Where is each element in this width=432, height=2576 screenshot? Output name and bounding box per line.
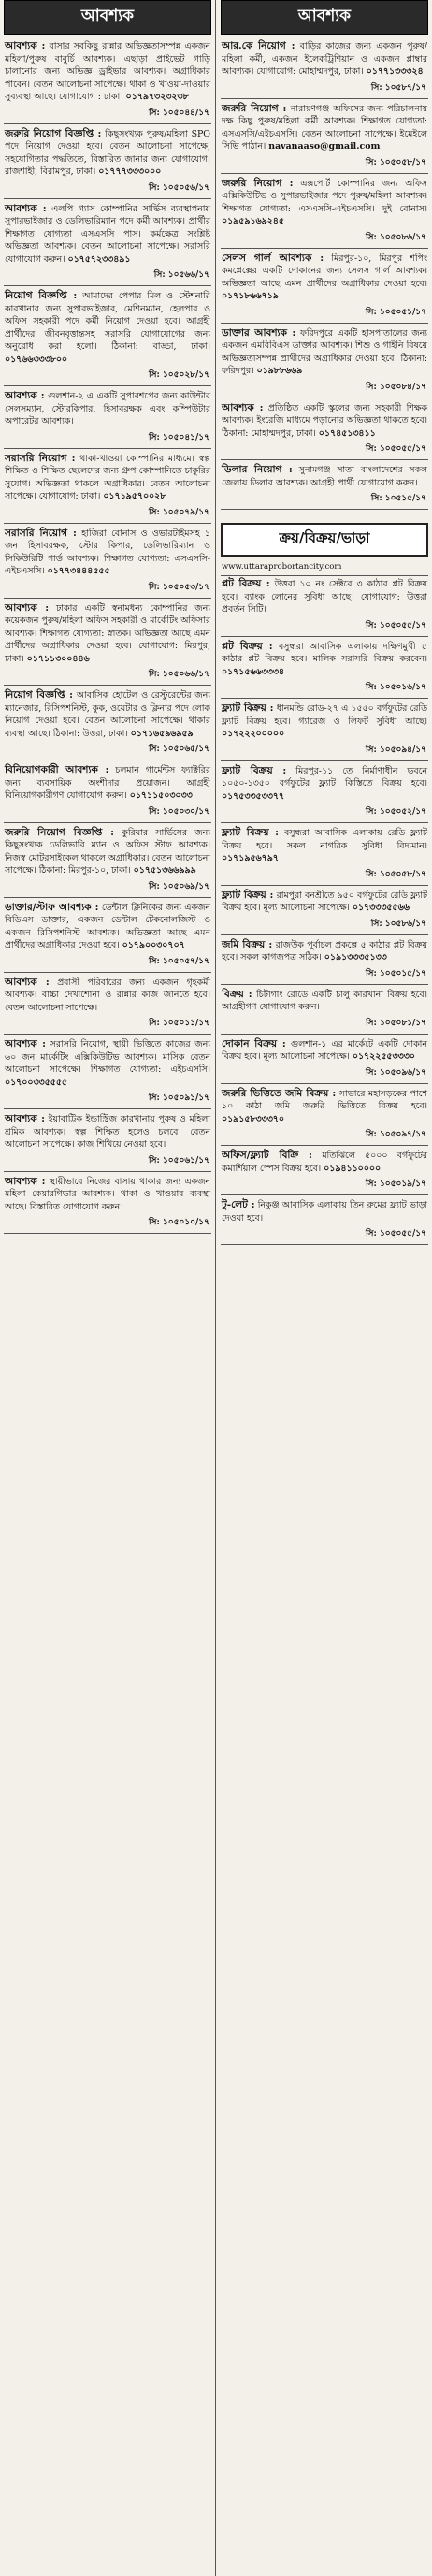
ad-body	[221, 1086, 428, 1127]
ad-body	[4, 1111, 211, 1152]
ad-heading: আবশ্যক :	[5, 976, 50, 988]
classified-ad	[4, 388, 211, 449]
ad-code: সি: ১০৫০৮১/১৭	[221, 1015, 428, 1035]
classified-ad	[221, 326, 428, 398]
ad-text: নারায়ণগঞ্জ অফিসের জন্য পরিচালনায় দক্ষ কিছু পুরুষ/মহিলা কর্মী আবশ্যক। শিক্ষাগত যোগ্যতা: এসএসসি/এইচএসসি। বেতন আলোচনা সাপেক্ষে। ইমেইলে সিভি পাঠান।	[222, 103, 427, 152]
ad-heading: নিয়োগ বিজ্ঞপ্তি :	[5, 689, 73, 701]
ad-code: সি: ১০৫০৪১/১৭	[4, 429, 211, 449]
ad-body	[4, 687, 211, 741]
classified-ad	[221, 888, 428, 935]
ad-code: সি: ১০৫০৯৬/১৭	[221, 1064, 428, 1084]
ad-phone[interactable]: ০১৭৫৭২৩৩৪৯১	[67, 253, 131, 265]
classified-ad	[221, 176, 428, 249]
classified-ad	[4, 526, 211, 599]
ad-body	[221, 825, 428, 866]
ad-body	[221, 1197, 428, 1225]
ad-heading: জরুরি নিয়োগ বিজ্ঞপ্তি :	[5, 127, 102, 139]
ad-phone[interactable]: ০১৭৯৭৩২৩২৩৮	[125, 92, 189, 102]
ad-body	[4, 201, 211, 268]
ad-heading: প্লট বিক্রয় :	[222, 640, 273, 652]
classified-ad	[221, 462, 428, 510]
ad-text: রামপুরা বনশ্রীতে ৯৫০ বর্গফুটের রেডি ফ্ল্যাট বিক্রয় হবে। মূল্য আলোচনা সাপেক্ষে।	[222, 890, 427, 913]
ad-body	[4, 825, 211, 878]
website-link[interactable]: www.uttaraprobortancity.com	[221, 560, 428, 576]
ad-heading: জরুরি নিয়োগ বিজ্ঞপ্তি :	[5, 826, 115, 838]
ad-body	[221, 1148, 428, 1176]
classified-ad	[221, 639, 428, 700]
ad-body	[221, 176, 428, 229]
ad-phone[interactable]: ০১৭১১৫০৩০৩৩	[129, 790, 193, 801]
ad-heading: জরুরি ভিত্তিতে জমি বিক্রয় :	[222, 1087, 337, 1099]
ad-text: নিকুঞ্জ আবাসিক এলাকায় তিন রুমের ফ্ল্যাট ভাড়া দেওয়া হবে।	[222, 1200, 427, 1223]
ad-code: সি: ১০৫০৫৮/১৭	[221, 154, 428, 174]
ad-code: সি: ১০৫০৬৬/১৭	[4, 666, 211, 686]
ad-body	[221, 987, 428, 1015]
classified-ad	[221, 576, 428, 637]
ad-body	[4, 900, 211, 953]
ad-body	[4, 288, 211, 367]
ad-heading: আবশ্যক :	[222, 401, 264, 413]
classified-ad	[221, 400, 428, 461]
ad-heading: জরুরি নিয়োগ :	[222, 102, 287, 114]
ad-phone[interactable]: ০১৭১৬৫৯৬৯৫৯	[130, 728, 194, 739]
classified-ad	[4, 1111, 211, 1172]
classified-ad	[221, 987, 428, 1035]
ad-text: গুলশান-২ এ একটি সুপারশপের জন্য কাউন্টার সেলসম্যান, স্টোরকিপার, হিসাবরক্ষক এবং কম্পিউটার অপারেটর আবশ্যক।	[5, 391, 210, 427]
ad-text: বসুন্ধরা আবাসিক এলাকায় রেডি ফ্ল্যাট বিক্রয় হবে। সকল নাগরিক সুবিধা বিদ্যমান।	[222, 828, 427, 851]
ad-heading: আবশ্যক :	[5, 1175, 46, 1187]
ad-heading: ফ্ল্যাট বিক্রয় :	[222, 764, 287, 776]
ad-text: রাজউক পূর্বাচল প্রকল্পে ৫ কাঠার প্লট বিক্রয় হবে। সকল কাগজপত্র সঠিক।	[222, 939, 427, 962]
ad-text: মিরপুর-১০, মিরপুর শপিং কমপ্লেক্সের একটি দোকানের জন্য সেলস গার্ল আবশ্যক। অভিজ্ঞতা আছে এমন প্রার্থীদের অগ্রাধিকার দেওয়া হবে।	[222, 253, 427, 289]
ad-body	[4, 1174, 211, 1215]
ad-body	[221, 462, 428, 490]
ad-body	[4, 1036, 211, 1090]
ad-heading: আবশ্যক :	[5, 1038, 46, 1049]
ad-code: সি: ১০৫০১৬/১৭	[221, 679, 428, 699]
ad-body	[221, 639, 428, 680]
ad-body	[221, 38, 428, 80]
ad-text: আবাসিক হোটেল ও রেস্টুরেন্টের জন্য ম্যানেজার, রিসিপশনিস্ট, কুক, ওয়েটার ও ক্লিনার পদে লোক নিয়োগ দেওয়া হবে। বেতন আলোচনা সাপেক্ষে। থাকার ব্যবস্থা আছে। ঠিকানা: উত্তরা, ঢাকা।	[5, 690, 210, 739]
ad-heading: ডাক্তার/স্টাফ আবশ্যক :	[5, 901, 99, 913]
ad-text: গুলশান-১ এর মার্কেটে একটি দোকান বিক্রয় হবে। মূল্য আলোচনা সাপেক্ষে।	[222, 1038, 427, 1062]
ad-code: সি: ১০৫০৫৫/১৭	[221, 1225, 428, 1245]
ad-body	[4, 601, 211, 667]
classified-ad	[221, 251, 428, 324]
ad-code: সি: ১০৫০৮৬/১৭	[221, 229, 428, 249]
ad-code: সি: ১০৫০৩০/১৭	[4, 803, 211, 823]
ad-heading: আবশ্যক :	[5, 1113, 45, 1124]
ad-phone[interactable]: ০১৭৫১৩৬৬৯৯৯	[133, 865, 196, 876]
ad-code: সি: ১০৫০৮৪/১৭	[221, 379, 428, 398]
ad-code: সি: ১০৫০১৯/১৭	[221, 1176, 428, 1195]
ad-code: সি: ১০৫৮৭/১৭	[221, 80, 428, 99]
ad-text: ধানমন্ডি রোড-২৭ এ ১৫৫০ বর্গফুটের রেডি ফ্ল্যাট বিক্রয় হবে। গ্যারেজ ও লিফট সুবিধা আছে।	[222, 703, 427, 727]
ad-body	[4, 762, 211, 803]
ad-phone[interactable]: ০১৯৮৮৬৬৯	[256, 366, 303, 376]
ad-code: সি: ১০৫০৫৫/১৭	[221, 441, 428, 460]
left-column	[4, 0, 211, 1236]
ad-body	[221, 326, 428, 379]
ad-code: সি: ১০৫০৪৪/১৭	[4, 105, 211, 124]
ad-code: সি: ১০৫০১০/১৭	[4, 1214, 211, 1234]
ad-code: সি: ১০৫০২৮/১৭	[4, 367, 211, 386]
ad-text: চলমান গার্মেন্টস ফ্যাক্টরির জন্য ব্যবসায়িক অংশীদার প্রয়োজন। আগ্রহী বিনিয়োগকারীগণ যোগাযোগ করুন।	[5, 765, 210, 801]
ad-phone[interactable]: navanaaso@gmail.com	[268, 141, 381, 152]
ad-phone[interactable]: ০১৭৪৫১৩৪১১	[318, 427, 376, 439]
ad-text: উত্তরা ১০ নং সেক্টরে ৩ কাঠার প্লট বিক্রয় হবে। ব্যাংক লোনের সুবিধা আছে। যোগাযোগ: উত্তরা প্রবর্তন সিটি।	[222, 579, 428, 615]
classified-ad	[221, 1197, 428, 1245]
ad-heading: ডাক্তার আবশ্যক :	[222, 326, 296, 339]
ad-phone[interactable]: ০১৭১১৩০০৪৪৬	[26, 653, 90, 664]
ad-code: সি: ১০৫০৫৩/১৭	[4, 579, 211, 599]
left-section-header: আবশ্যক	[4, 0, 211, 35]
ad-text: সরাসরি নিয়োগ, স্থায়ী ভিত্তিতে কাজের জন্য ৬০ জন মার্কেটিং এক্সিকিউটিভ আবশ্যক। মাসিক বেতন আলোচনা সাপেক্ষে। শিক্ষাগত যোগ্যতা: এইচএসসি।	[5, 1039, 211, 1075]
ad-phone[interactable]: ০১৭৯০০৩০৭০৭	[122, 940, 185, 950]
classified-ad	[221, 1086, 428, 1147]
ad-code: সি: ১০৫০৫৮/১৭	[221, 866, 428, 886]
ad-body	[4, 38, 211, 105]
ad-code: সি: ১০৫০৯১/১৭	[4, 1090, 211, 1109]
ad-phone[interactable]: ০১৭৭৩৪৪৪৫৫৫	[47, 566, 110, 576]
ad-heading: ফ্ল্যাট বিক্রয় :	[222, 702, 274, 714]
ad-code: সি: ১০৫০৯৭/১৭	[221, 1126, 428, 1146]
ad-body	[221, 701, 428, 742]
ad-heading: আবশ্যক :	[5, 40, 46, 51]
ad-phone[interactable]: ০১৭৫৩৩৫৩৩৭৭	[222, 790, 285, 802]
classified-ad	[221, 1148, 428, 1195]
ad-text: হাজিরা বোনাস ও ওভারটাইমসহ ১ জন হিসাবরক্ষক, স্টোর কিপার, ডেলিভারিম্যান ও সিকিউরিটি গার্ড আবশ্যক। শিক্ষাগত যোগ্যতা: এসএসসি-এইচএসসি।	[5, 528, 210, 576]
column-divider	[215, 0, 216, 2576]
ad-body	[221, 1036, 428, 1064]
ad-phone[interactable]: ০১৭০০৩৩৫৫৫৫	[5, 1077, 67, 1088]
ad-heading: আবশ্যক :	[5, 202, 47, 214]
ad-text: কুরিয়ার সার্ভিসের জন্য কিছুসংখ্যক ডেলিভারি ম্যান ও অফিস স্টাফ আবশ্যক। নিজস্ব মোটরসাইকেল থাকলে অগ্রাধিকার। বেতন আলোচনা সাপেক্ষে। ঠিকানা: মিরপুর-১০, ঢাকা।	[5, 827, 210, 876]
ad-text: মিরপুর-১১ তে নির্মাণাধীন ভবনে ১০৫০-১৩৫০ বর্গফুটের ফ্ল্যাট কিস্তিতে বিক্রয় হবে।	[222, 765, 427, 789]
ad-phone[interactable]: ০১৭১৯৫৬৭৯৭	[222, 853, 279, 863]
ad-body	[221, 888, 428, 916]
ad-code: সি: ১০৫০১১/১৭	[4, 1015, 211, 1035]
ad-code: সি: ১০৫০৭৯/১৭	[4, 504, 211, 524]
classified-ad	[4, 1174, 211, 1235]
right-column	[221, 0, 428, 1247]
ad-body	[221, 576, 428, 617]
ad-code: সি: ১০৫০৬৫/১৭	[4, 741, 211, 760]
ad-body	[221, 101, 428, 154]
ad-text: ঢাকার একটি স্বনামধন্য কোম্পানির জন্য কয়েকজন পুরুষ/মহিলা অফিস সহকারী ও মার্কেটিং অফিসার আবশ্যক। শিক্ষাগত যোগ্যতা: স্নাতক। অভিজ্ঞতা আছে এমন প্রার্থীদের অগ্রাধিকার দেওয়া হবে। যোগাযোগ: মিরপুর, ঢাকা।	[5, 602, 210, 664]
ad-body	[4, 975, 211, 1016]
ad-text: মতিঝিলে ৫০০০ বর্গফুটের কমার্শিয়াল স্পেস বিক্রয় হবে।	[222, 1151, 427, 1174]
ad-code: সি: ১০৫০৫২/১৭	[221, 803, 428, 823]
ad-heading: আবশ্যক :	[5, 390, 45, 401]
classified-ad	[4, 825, 211, 898]
ad-phone[interactable]: ০১৯৫৯১৬৯২৪৫	[222, 216, 284, 226]
ad-body	[221, 763, 428, 804]
ad-heading: সরাসরি নিয়োগ :	[5, 527, 77, 539]
ad-text: বাড়ির কাজের জন্য একজন পুরুষ/মহিলা কর্মী, একজন ইলেকট্রিশিয়ান ও একজন প্লাম্বার আবশ্যক। যোগাযোগ: মোহাম্মদপুর, ঢাকা।	[222, 41, 427, 77]
ad-heading: সেলস গার্ল আবশ্যক :	[222, 252, 324, 264]
classified-ad	[4, 38, 211, 124]
ad-text: এক্সপোর্ট কোম্পানির জন্য অফিস এক্সিকিউটিভ ও সুপারভাইজার পদে পুরুষ/মহিলা আবশ্যক। শিক্ষাগত যোগ্যতা: এসএসসি-এইচএসসি। দুই বোনাস।	[222, 178, 427, 214]
ad-heading: জমি বিক্রয় :	[222, 938, 273, 950]
classified-ad	[221, 38, 428, 99]
ad-code: সি: ১০৫০৬১/১৭	[4, 1152, 211, 1172]
ad-heading: আর.কে নিয়োগ :	[222, 40, 295, 51]
classified-ad	[221, 701, 428, 761]
left-ads-list	[4, 38, 211, 1234]
ad-heading: আবশ্যক :	[5, 601, 50, 614]
right-ads-list	[221, 38, 428, 510]
ad-body	[4, 388, 211, 429]
classified-ad	[221, 1036, 428, 1084]
ad-text: এলপি গ্যাস কোম্পানির সার্ভিস ব্যবস্থাপনায় সুপারভাইজার ও ডেলিভারিম্যান পদে কর্মী আবশ্যক। প্রার্থীর শিক্ষাগত যোগ্যতা এসএসসি পাস। কর্মক্ষেত্র সংশ্লিষ্ট অভিজ্ঞতা আবশ্যক। বেতন আলোচনা সাপেক্ষে। সরাসরি যোগাযোগ করুন।	[5, 203, 210, 265]
ad-text: থাকা-খাওয়া কোম্পানির মাধ্যমে। স্বল্প শিক্ষিত ও শিক্ষিত ছেলেদের জন্য গ্রুপ কোম্পানিতে চাকুরির সুযোগ। অভিজ্ঞতা থাকলে অগ্রাধিকার। বেতন আলোচনা সাপেক্ষে। যোগাযোগ: ঢাকা।	[5, 453, 210, 501]
ad-phone[interactable]: ০১৭৭১৩৩৩২৪	[366, 66, 424, 77]
ad-heading: নিয়োগ বিজ্ঞপ্তি :	[5, 290, 78, 301]
ad-phone[interactable]: ০১৭৬৬৩৩৩৮০০	[5, 354, 68, 365]
classified-ad	[221, 101, 428, 174]
right-section-header: আবশ্যক	[221, 0, 428, 35]
ad-phone[interactable]: ০১৭৭৭৩৩৩০০০	[98, 166, 162, 177]
ad-body	[221, 937, 428, 965]
ad-phone[interactable]: ০১৯১৩৩৩৫১৩৩	[324, 952, 387, 962]
ad-text: বসুন্ধরা আবাসিক এলাকায় দক্ষিণমুখী ৫ কাঠার প্লট বিক্রয় হবে। মালিক সরাসরি বিক্রয় করবেন।	[222, 641, 427, 664]
ad-text: ডেন্টাল ক্লিনিকের জন্য একজন বিডিএস ডাক্তার, একজন ডেন্টাল টেকনোলজিস্ট ও একজন রিসিপশনিস্ট আবশ্যক। অভিজ্ঞতা আছে এমন প্রার্থীদের অগ্রাধিকার দেওয়া হবে।	[5, 902, 210, 950]
ad-code: সি: ১০৫০৯৪/১৭	[221, 742, 428, 761]
ad-text: ইয়াবাট্টিক ইন্ডাস্ট্রিজ কারখানায় পুরুষ ও মহিলা শ্রমিক আবশ্যক। স্বল্প শিক্ষিত হলেও চলবে। বেতন আলোচনা সাপেক্ষে। কাজ শিখিয়ে নেওয়া হবে।	[5, 1114, 210, 1150]
ad-heading: প্লট বিক্রয় :	[222, 578, 270, 589]
classified-ad	[4, 451, 211, 524]
ad-text: ফরিদপুরে একটি হাসপাতালের জন্য একজন এমবিবিএস ডাক্তার আবশ্যক। শিশু ও গাইনি বিষয়ে অভিজ্ঞতাসম্পন্ন প্রার্থীদের অগ্রাধিকার দেওয়া হবে। ঠিকানা: ফরিদপুর।	[222, 327, 427, 376]
ad-code: সি: ১০৫৮৬/১৭	[221, 916, 428, 935]
classified-ad	[4, 900, 211, 973]
ad-phone[interactable]: ০১৭৩৩৩৫৫৬৬	[352, 903, 410, 913]
ad-body	[221, 251, 428, 304]
ad-heading: সরাসরি নিয়োগ :	[5, 452, 76, 464]
ad-text: আমাদের পেপার মিল ও স্টেশনারি কারখানার জন্য সুপারভাইজার, মেশিনম্যান, হেলপার ও অফিস সহকারী পদে কর্মী নিয়োগ দেওয়া হবে। আগ্রহী প্রার্থীদের জীবনবৃত্তান্তসহ সরাসরি যোগাযোগের জন্য অনুরোধ করা হলো। ঠিকানা: বাড্ডা, ঢাকা।	[5, 291, 210, 352]
ad-code: সি: ১০৫০৫১/১৭	[221, 304, 428, 324]
ad-text: বাসার সবকিছু রান্নার অভিজ্ঞতাসম্পন্ন একজন মহিলা/পুরুষ বাবুর্চি আবশ্যক। এছাড়া প্রাইভেট গাড়ি চালানোর জন্য অভিজ্ঞ ড্রাইভার আবশ্যক। অগ্রাধিকার পাবেন। বেতন আলোচনা সাপেক্ষে। থাকা ও খাওয়া-দাওয়ার সুব্যবস্থা আছে। যোগাযোগ : ঢাকা।	[5, 41, 210, 102]
ad-phone[interactable]: ০১৯৪১১০০০০	[324, 1163, 382, 1174]
ad-text: সাভারে মহাসড়কের পাশে ১০ কাঠা জমি জরুরি ভিত্তিতে বিক্রয় হবে।	[222, 1088, 427, 1111]
ad-heading: জরুরি নিয়োগ :	[222, 177, 294, 189]
ad-text: প্রতিষ্ঠিত একটি স্কুলের জন্য সহকারী শিক্ষক আবশ্যক। ইংরেজি মাধ্যমে পড়ানোর অভিজ্ঞতা থাকতে হবে। ঠিকানা: মোহাম্মদপুর, ঢাকা।	[222, 402, 427, 439]
ad-code: সি: ১০৫০৬৯/১৭	[4, 878, 211, 898]
ad-code: সি: ১০৫০১৫/১৭	[221, 965, 428, 985]
ad-heading: দোকান বিক্রয় :	[222, 1037, 286, 1049]
classified-ad	[221, 937, 428, 985]
classified-ad	[4, 126, 211, 199]
ad-heading: বিক্রয় :	[222, 988, 252, 1000]
ad-body	[4, 451, 211, 504]
ad-text: সুনামগঞ্জ সাতা বাংলাদেশের সকল জেলায় ডিলার আবশ্যক। আগ্রহী প্রার্থী যোগাযোগ করুন।	[222, 465, 427, 488]
ad-body	[4, 526, 211, 579]
classified-ad	[4, 975, 211, 1035]
classified-ad	[221, 825, 428, 886]
classified-ad	[4, 601, 211, 687]
classified-ad	[221, 763, 428, 824]
ad-phone[interactable]: ০১৭১৯৫৭০০২৮	[103, 491, 166, 501]
sale-ads-list	[221, 576, 428, 1245]
sale-section-header: ক্রয়/বিক্রয়/ভাড়া	[221, 523, 428, 557]
ad-heading: ডিলার নিয়োগ :	[222, 464, 293, 475]
ad-heading: বিনিয়োগকারী আবশ্যক :	[5, 764, 109, 775]
classified-ad	[4, 762, 211, 823]
ad-phone[interactable]: ০১৭২২২০০০০০	[222, 729, 285, 739]
ad-text: স্থায়ীভাবে নিজের বাসায় থাকার জন্য একজন মহিলা কেয়ারগিভার আবশ্যক। থাকা ও খাওয়ার ব্যবস্থা আছে। বিস্তারিত যোগাযোগ করুন।	[5, 1176, 210, 1212]
ad-phone[interactable]: ০১৭২২৫৫৩৩৩০	[352, 1051, 415, 1062]
ad-text: চিটাগাং রোডে একটি চালু কারখানা বিক্রয় হবে। আগ্রহীগণ যোগাযোগ করুন।	[222, 989, 427, 1012]
ad-body	[221, 400, 428, 441]
ad-code: সি: ১০৫০৫৬/১৭	[4, 180, 211, 199]
ad-text: প্রবাসী পরিবারের জন্য একজন গৃহকর্মী আবশ্যক। বাচ্চা দেখাশোনা ও রান্নার কাজ জানতে হবে। বেতন আলোচনা সাপেক্ষে।	[5, 977, 210, 1013]
ad-heading: টু-লেট :	[222, 1199, 255, 1210]
ad-code: সি: ১০৫০৫৫/১৭	[221, 617, 428, 637]
ad-code: সি: ১০৫০৫৭/১৭	[4, 953, 211, 973]
ad-code: সি: ১০৫৬৬/১৭	[4, 267, 211, 286]
classified-ad	[4, 1036, 211, 1109]
ad-phone[interactable]: ০১৯১৫৮৩৩৩৭০	[222, 1113, 284, 1124]
ad-code: সি: ১০৫১৫/১৭	[221, 490, 428, 510]
ad-text: কিছুসংখ্যক পুরুষ/মহিলা SPO পদে নিয়োগ দেওয়া হবে। বেতন আলোচনা সাপেক্ষে, সহযোগিতার পদ্ধতিতে, বিস্তারিত জানার জন্য যোগাযোগ: রাজশাহী, বিরামপুর, ঢাকা।	[5, 128, 210, 177]
ad-body	[4, 126, 211, 180]
ad-phone[interactable]: ০১৭১৮৬৬৭১৯	[222, 291, 279, 301]
ad-phone[interactable]: ০১৭১৫৬৬৩৩৩৪	[222, 666, 285, 677]
ad-heading: ফ্ল্যাট বিক্রয় :	[222, 827, 280, 838]
classified-ad	[4, 288, 211, 386]
ad-heading: ফ্ল্যাট বিক্রয় :	[222, 889, 274, 901]
ad-heading: অফিস/ফ্ল্যাট বিক্রি :	[222, 1150, 313, 1161]
classified-ad	[4, 201, 211, 287]
classified-ad	[4, 687, 211, 760]
